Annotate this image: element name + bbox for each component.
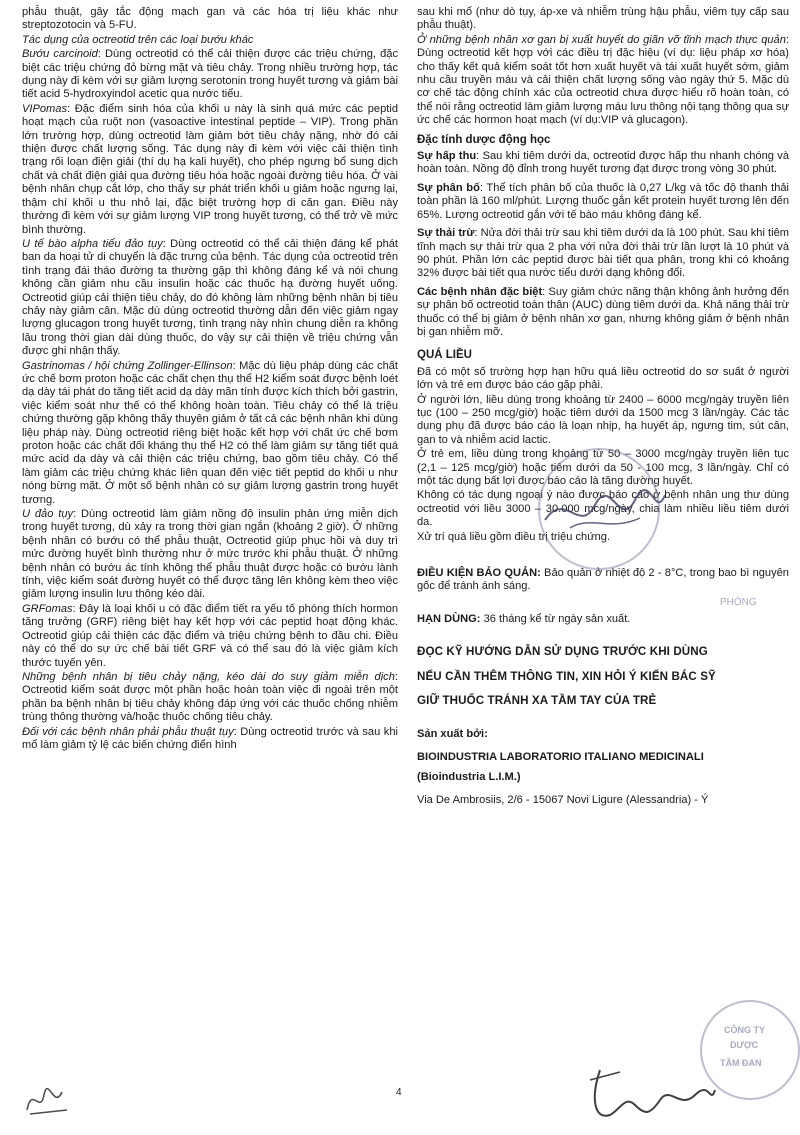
manufacturer-short-name: (Bioindustria L.I.M.)	[417, 771, 521, 784]
overdose-heading: QUÁ LIỀU	[417, 349, 472, 362]
paragraph-body: : Dùng octreotid có thể cải thiện đáng kể phát ban da hoại tử di chuyển là đặc trưng của bệnh. Tác dụng của octreotid trên tình trạng đái tháo đường ta thường gặp thì không đáng kể và nói chung không cần giảm nhu cầu insulin hoặc các thuốc hạ đường huyết uống. Octreotid giúp cải thiện tiêu chảy, do đó không làm những bệnh nhân bị tiêu chảy này giảm cân. Mặc dù dùng octreotid thường dẫn đến việc giảm ngay lượng glucagon trong huyết tương, tình trạng này nhìn chung diễn ra không lâu trong thời gian dài dùng thuốc, do vậy sự cải thiện về triệu chứng vẫn được ghi nhận thấy.	[22, 237, 398, 358]
pk-lead: Sự hấp thu	[417, 150, 477, 163]
manufacturer-address: Via De Ambrosiis, 2/6 - 15067 Novi Ligure (Alessandria) - Ý	[417, 793, 709, 806]
paragraph-lead: VIPomas	[22, 102, 68, 115]
signature-bottom-right	[580, 1060, 720, 1130]
paragraph	[22, 360, 398, 507]
paragraph	[22, 238, 398, 359]
paragraph	[22, 508, 398, 602]
pk-body: : Nửa đời thải trừ sau khi tiêm dưới da là 100 phút. Sau khi tiêm tĩnh mạch sự thải trừ qua 2 pha với nửa đời thải trừ lần lượt là 10 phút và 90 phút. Phần lớn các peptid được bài tiết qua phân, trong khi có khoảng 32% được bài tiết qua nước tiểu dưới dạng không đổi.	[417, 227, 789, 280]
paragraph-lead: U đảo tụy	[22, 508, 74, 521]
paragraph-body: : Octreotid kiểm soát được một phần hoặc hoàn toàn việc đi ngoài trên một phần ba bệnh nhân bị tiêu chảy không đáp ứng với các thuốc chống nhiễm trùng thông thường và/hoặc thuốc chống tiêu chảy.	[22, 670, 398, 724]
warning-line: GIỮ THUỐC TRÁNH XA TẦM TAY CỦA TRẺ	[417, 694, 657, 708]
page-number: 4	[396, 1087, 402, 1098]
pk-body: : Thể tích phân bố của thuốc là 0,27 L/kg và tốc độ thanh thải toàn phần là 160 ml/phút. Lượng thuốc gắn kết protein huyết tương lên đến 65%. Lượng octreotid gắn với tế bào máu không đáng kể.	[417, 181, 789, 221]
manufacturer-label: Sản xuất bởi:	[417, 728, 488, 741]
storage-conditions: ĐIỀU KIỆN BẢO QUẢN: Bảo quản ở nhiệt độ 2 - 8°C, trong bao bì nguyên gốc để tránh ánh sáng.	[417, 567, 789, 593]
paragraph-body: : Dùng octreotid trước và sau khi mổ làm giảm tỷ lệ các biến chứng điển hình	[22, 725, 398, 751]
pk-lead: Sự thải trừ	[417, 227, 475, 240]
paragraph: phẫu thuật, gây tắc động mạch gan và các hóa trị liệu khác như streptozotocin và 5-FU.	[22, 6, 398, 32]
expiry: HẠN DÙNG: 36 tháng kể từ ngày sản xuất.	[417, 612, 631, 625]
paragraph: Tác dụng của octreotid trên các loại bướu khác	[22, 33, 254, 46]
paragraph-lead: Đối với các bệnh nhân phải phẫu thuật tụy	[22, 725, 234, 738]
signature-bottom-left	[22, 1080, 72, 1120]
pk-paragraph	[417, 286, 789, 340]
paragraph-lead: GRFomas	[22, 602, 73, 615]
overdose-paragraph: Ở người lớn, liều dùng trong khoảng từ 2400 – 6000 mcg/ngày truyền liên tục (100 – 250 mcg/giờ) hoặc tiêm dưới da 1500 mcg 3 lần/ngày. Các tác dụng phụ đã được báo cáo là loạn nhịp, hạ huyết áp, ngưng tim, sút cân, gan to và nhiễm acid lactic.	[417, 393, 789, 446]
paragraph: sau khi mổ (như dò tụy, áp-xe và nhiễm trùng hậu phẫu, viêm tụy cấp sau phẫu thuật).	[417, 6, 789, 32]
company-stamp-line1: CÔNG TY	[724, 1025, 766, 1035]
paragraph-lead: Những bệnh nhân bị tiêu chảy nặng, kéo dài do suy giảm miễn dịch	[22, 670, 395, 683]
right-column	[417, 6, 789, 808]
pk-paragraph	[417, 182, 789, 222]
pk-body: : Suy giảm chức năng thận không ảnh hưởng đến sự phân bố octreotid toàn thân (AUC) dùng tiêm dưới da. Khả năng thải trừ thuốc có thể bị giảm ở bệnh nhân xơ gan, nhưng không giảm ở bệnh nhân bị gan nhiễm mỡ.	[417, 285, 789, 338]
overdose-paragraph: Đã có một số trường hợp hạn hữu quá liều octreotid do sơ suất ở người lớn và trẻ em được báo cáo gặp phải.	[417, 365, 789, 392]
left-column	[22, 6, 398, 753]
warning-line: ĐỌC KỸ HƯỚNG DẪN SỬ DỤNG TRƯỚC KHI DÙNG	[417, 645, 708, 659]
paragraph-body: : Đây là loại khối u có đặc điểm tiết ra yếu tố phóng thích hormon tăng trưởng (GRF) riêng biệt hay kết hợp với các peptid hoạt động khác. Octreotid giúp cải thiện các đặc điểm và triệu chứng bệnh to đầu chi. Điều này có thể do sự ức chế bài tiết GRF và có thể sau đó là việc giảm kích thước tuyến yên.	[22, 602, 398, 669]
pk-body: : Sau khi tiêm dưới da, octreotid được hấp thu nhanh chóng và hoàn toàn. Nồng độ đỉnh trong huyết tương đạt được trong vòng 30 phút.	[417, 150, 789, 176]
paragraph-body: : Dùng octreotid có thể cải thiện được các triệu chứng, đặc biệt các triệu chứng đỏ bừng mặt và tiêu chảy. Trong nhiều trường hợp, tác dụng này đi kèm với sự giảm lượng serotonin trong huyết tương và giảm bài tiết acid 5-hydroxyindol acetic qua nước tiểu.	[22, 48, 398, 101]
warning-block	[417, 645, 789, 707]
stamp-dept-text: PHÒNG	[720, 597, 757, 608]
pk-paragraph	[417, 150, 789, 177]
paragraph-body: : Mặc dù liệu pháp dùng các chất ức chế bơm proton hoặc các chất chẹn thụ thể H2 kiểm soát được bệnh loét dạ dày tái phát do tăng tiết acid dạ dày mãn tính được kích thích bởi gastrin, việc kiểm soát như thế có thể không hoàn toàn. Tiêu chảy có thể là triệu chứng thường gặp không thấy thuyên giảm ở tất cả các bệnh nhân khi dùng liệu pháp này. Dùng octreotid riêng biệt hoặc kết hợp với chất ức chế bơm proton hoặc các chất đối kháng thụ thể H2 có thể làm giảm sự tăng tiết quá mức acid dạ dày và cải thiện các triệu chứng, bao gồm tiêu chảy. Có thể làm giảm các triệu chứng khác liên quan đến việc tiết peptid do khối u như nóng bừng mặt. Ở một số bệnh nhân có sự giảm lượng gastrin trong huyết tương.	[22, 359, 398, 506]
pharmacokinetics-list	[417, 150, 789, 339]
paragraph	[22, 603, 398, 670]
pk-paragraph	[417, 227, 789, 281]
pharmacokinetics-heading: Đặc tính dược động học	[417, 133, 551, 146]
signature-mid	[540, 480, 670, 540]
company-stamp-line3: TÂM ĐAN	[720, 1058, 762, 1068]
paragraph-lead: Gastrinomas / hội chứng Zollinger-Ellinson	[22, 359, 233, 372]
paragraph-lead: Bướu carcinoid	[22, 48, 98, 61]
paragraph	[22, 726, 398, 753]
overdose-paragraph: Không có tác dụng ngoại ý nào được báo cáo ở bệnh nhân ung thư dùng octreotid với liều 3000 – 30.000 mcg/ngày, chia làm nhiều liều tiêm dưới da.	[417, 489, 789, 529]
manufacturer-name: BIOINDUSTRIA LABORATORIO ITALIANO MEDICINALI	[417, 750, 704, 763]
paragraph: Ở những bệnh nhân xơ gan bị xuất huyết do giãn vỡ tĩnh mạch thực quản: Dùng octreotid kết hợp với các điều trị đặc hiệu (ví dụ: liệu pháp xơ hóa) cho thấy kết quả kiểm soát tốt hơn xuất huyết và tái xuất huyết sớm, giảm nhu cầu truyền máu và cải thiện chất lượng sống vào ngày thứ 5. Mặc dù cơ chế tác động chính xác của octreotid chưa được hiểu rõ hoàn toàn, có thể nói rằng octreotid làm giảm lượng máu lưu thông nội tạng thông qua sự ức chế các hormon hoạt mạch (ví dụ:VIP và glucagon).	[417, 33, 789, 127]
paragraph-body: : Dùng octreotid làm giảm nồng độ insulin phản ứng miễn dịch trong huyết tương, dù xảy ra trong thời gian ngắn (khoảng 2 giờ). Ở những bệnh nhân có bướu có thể phẫu thuật, Octreotid giúp phục hồi và duy trì mức đường huyết bình thường như ở mức trước khi phẫu thuật. Ở những bệnh nhân có bướu ác tính không thể phẫu thuật được hoặc có bướu lành tính, việc kiểm soát đường huyết có thể được tăng lên không kèm theo việc giảm lượng insulin lưu thông kéo dài.	[22, 508, 398, 601]
overdose-paragraph: Ở trẻ em, liều dùng trong khoảng từ 50 – 3000 mcg/ngày truyền liên tục (2,1 – 125 mcg/giờ) hoặc tiêm dưới da 50 - 100 mcg, 3 lần/ngày. Chỉ có một tác dụng bất lợi được báo cáo là tăng đường huyết.	[417, 448, 789, 487]
paragraph	[22, 671, 398, 725]
pk-lead: Các bệnh nhân đặc biệt	[417, 285, 543, 298]
paragraph-lead: U tế bào alpha tiểu đảo tụy	[22, 237, 163, 250]
overdose-paragraph: Xử trí quá liều gồm điều trị triệu chứng.	[417, 530, 611, 543]
paragraph	[22, 103, 398, 237]
company-stamp-line2: DƯỢC	[730, 1040, 759, 1050]
paragraph-body: : Đặc điểm sinh hóa của khối u này là sinh quá mức các peptid hoạt mạch của ruột non (vasoactive intestinal peptide – VIP). Trong phần lớn trường hợp, dùng octreotid làm giảm bớt tiêu chảy nặng, nhờ đó cải thiện được chất lượng sống. Tác dụng này đi kèm với việc cải thiện tình trạng rối loạn điện giải (thí dụ hạ kali huyết), cho phép ngưng bổ sung dịch chất và chất điện giải qua đường tiêu hóa hoặc ngoài đường tiêu hóa. Ở vài bệnh nhân chụp cắt lớp, cho thấy sự phát triển khối u giảm hoặc ngưng lại, thậm chí khối u thu nhỏ lại, đặc biệt trường hợp di căn gan. Điều này thường đi kèm với sự giảm lượng VIP trong huyết tương, có thể trở về mức bình thường.	[22, 102, 398, 236]
pk-lead: Sự phân bố	[417, 181, 480, 194]
paragraph	[22, 48, 398, 102]
warning-line: NẾU CẦN THÊM THÔNG TIN, XIN HỎI Ý KIẾN BÁC SỸ	[417, 669, 716, 683]
